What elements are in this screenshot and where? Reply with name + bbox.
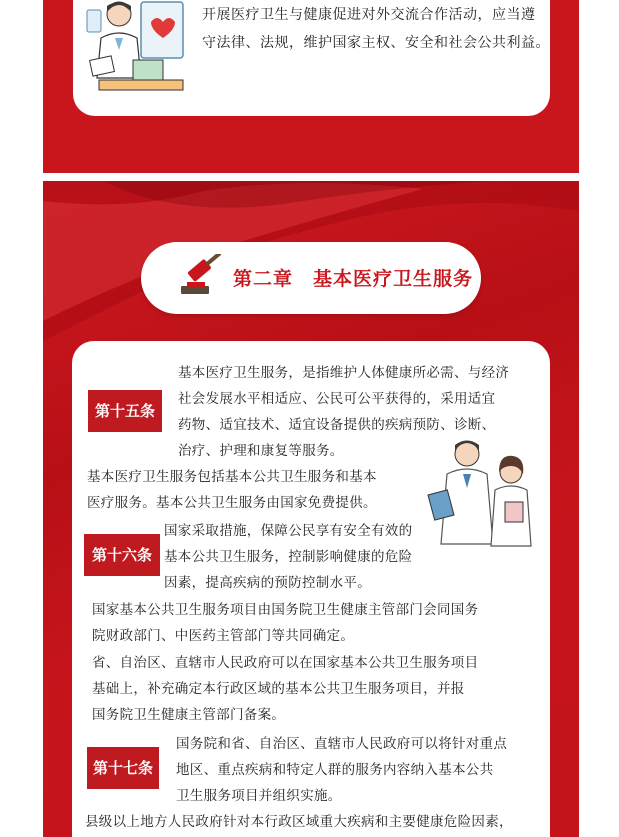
doctors-illustration-icon	[425, 436, 545, 551]
intro-panel	[43, 0, 579, 173]
article-17-label: 第十七条	[87, 747, 159, 789]
article-16-extra: 基础上，补充确定本行政区域的基本公共卫生服务项目，并报	[92, 681, 465, 697]
article-16-extra: 国家基本公共卫生服务项目由国务院卫生健康主管部门会同国务	[92, 602, 479, 618]
doctor-illustration-icon	[81, 0, 189, 98]
article-15-label: 第十五条	[88, 390, 162, 432]
article-15-line: 基本医疗卫生服务，是指维护人体健康所必需、与经济	[178, 365, 510, 381]
intro-line-1: 开展医疗卫生与健康促进对外交流合作活动，应当遵	[202, 7, 536, 23]
article-16-line: 基本公共卫生服务，控制影响健康的危险	[164, 549, 413, 565]
article-17-extra: 县级以上地方人民政府针对本行政区域重大疾病和主要健康危险因素，	[85, 814, 513, 830]
gavel-icon	[179, 254, 225, 296]
article-17-line: 地区、重点疾病和特定人群的服务内容纳入基本公共	[176, 762, 494, 778]
article-16-line: 因素，提高疾病的预防控制水平。	[164, 575, 371, 591]
article-15-line: 药物、适宜技术、适宜设备提供的疾病预防、诊断、	[178, 417, 496, 433]
article-17-line: 卫生服务项目并组织实施。	[176, 788, 342, 804]
articles-card	[72, 341, 550, 837]
article-15-line: 治疗、护理和康复等服务。	[178, 443, 344, 459]
article-16-extra: 省、自治区、直辖市人民政府可以在国家基本公共卫生服务项目	[92, 655, 479, 671]
article-16-line: 国家采取措施，保障公民享有安全有效的	[164, 523, 413, 539]
article-15-line: 社会发展水平相适应、公民可公平获得的，采用适宜	[178, 391, 496, 407]
article-15-extra: 基本医疗卫生服务包括基本公共卫生服务和基本	[87, 469, 377, 485]
article-15-extra: 医疗服务。基本公共卫生服务由国家免费提供。	[87, 495, 377, 511]
chapter-title: 第二章 基本医疗卫生服务	[233, 268, 474, 290]
article-16-label: 第十六条	[84, 534, 160, 576]
chapter-header	[141, 242, 481, 314]
chapter-panel	[43, 181, 579, 837]
intro-card	[73, 0, 550, 116]
article-17-line: 国务院和省、自治区、直辖市人民政府可以将针对重点	[176, 736, 508, 752]
intro-line-2: 守法律、法规，维护国家主权、安全和社会公共利益。	[202, 35, 550, 51]
article-16-extra: 院财政部门、中医药主管部门等共同确定。	[92, 628, 355, 644]
article-16-extra: 国务院卫生健康主管部门备案。	[92, 707, 286, 723]
